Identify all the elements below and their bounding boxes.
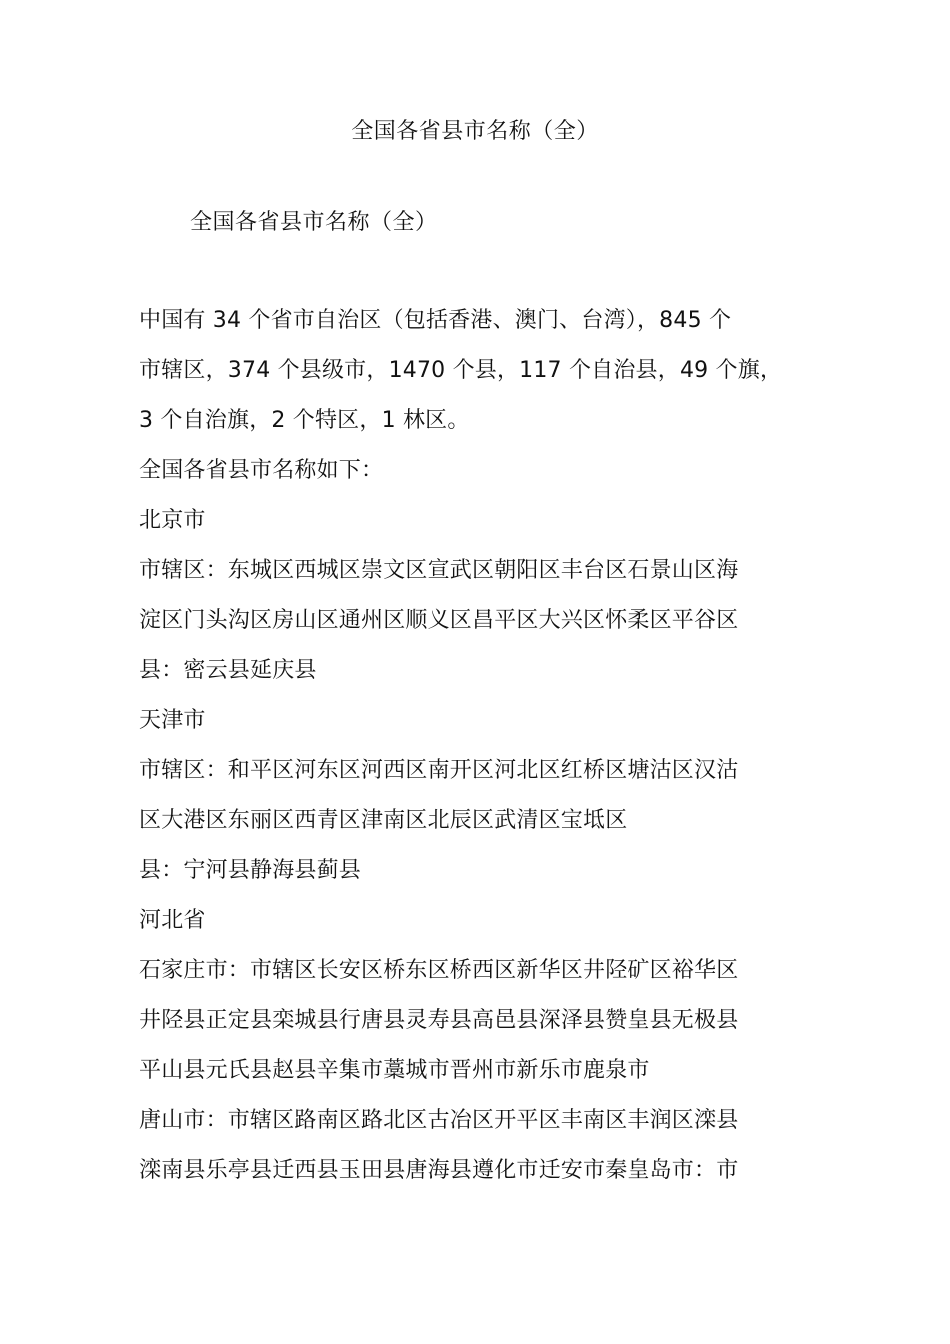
text-line: 滦南县乐亭县迁西县玉田县唐海县遵化市迁安市秦皇岛市：市: [139, 1158, 739, 1183]
text-line: 市辖区，374 个县级市，1470 个县，117 个自治县，49 个旗，: [139, 358, 783, 383]
document-subtitle: 全国各省县市名称（全）: [190, 210, 438, 235]
section-heading-beijing: 北京市: [139, 508, 206, 533]
document-body: [139, 296, 815, 1196]
section-heading-tianjin: 天津市: [139, 708, 206, 733]
text-line: 市辖区：东城区西城区崇文区宣武区朝阳区丰台区石景山区海: [139, 558, 739, 583]
text-line: 全国各省县市名称如下：: [139, 458, 384, 483]
text-line: 3 个自治旗，2 个特区，1 林区。: [139, 408, 470, 433]
text-line: 平山县元氏县赵县辛集市藁城市晋州市新乐市鹿泉市: [139, 1058, 650, 1083]
section-heading-hebei: 河北省: [139, 908, 206, 933]
text-line: 唐山市：市辖区路南区路北区古冶区开平区丰南区丰润区滦县: [139, 1108, 739, 1133]
document-title: 全国各省县市名称（全）: [351, 119, 599, 144]
text-line: 淀区门头沟区房山区通州区顺义区昌平区大兴区怀柔区平谷区: [139, 608, 739, 633]
text-line: 中国有 34 个省市自治区（包括香港、澳门、台湾），845 个: [139, 308, 732, 333]
text-line: 井陉县正定县栾城县行唐县灵寿县高邑县深泽县赞皇县无极县: [139, 1008, 739, 1033]
text-line: 市辖区：和平区河东区河西区南开区河北区红桥区塘沽区汉沽: [139, 758, 739, 783]
text-line: 区大港区东丽区西青区津南区北辰区武清区宝坻区: [139, 808, 628, 833]
text-line: 县：宁河县静海县蓟县: [139, 858, 362, 883]
text-line: 石家庄市：市辖区长安区桥东区桥西区新华区井陉矿区裕华区: [139, 958, 739, 983]
text-line: 县：密云县延庆县: [139, 658, 317, 683]
